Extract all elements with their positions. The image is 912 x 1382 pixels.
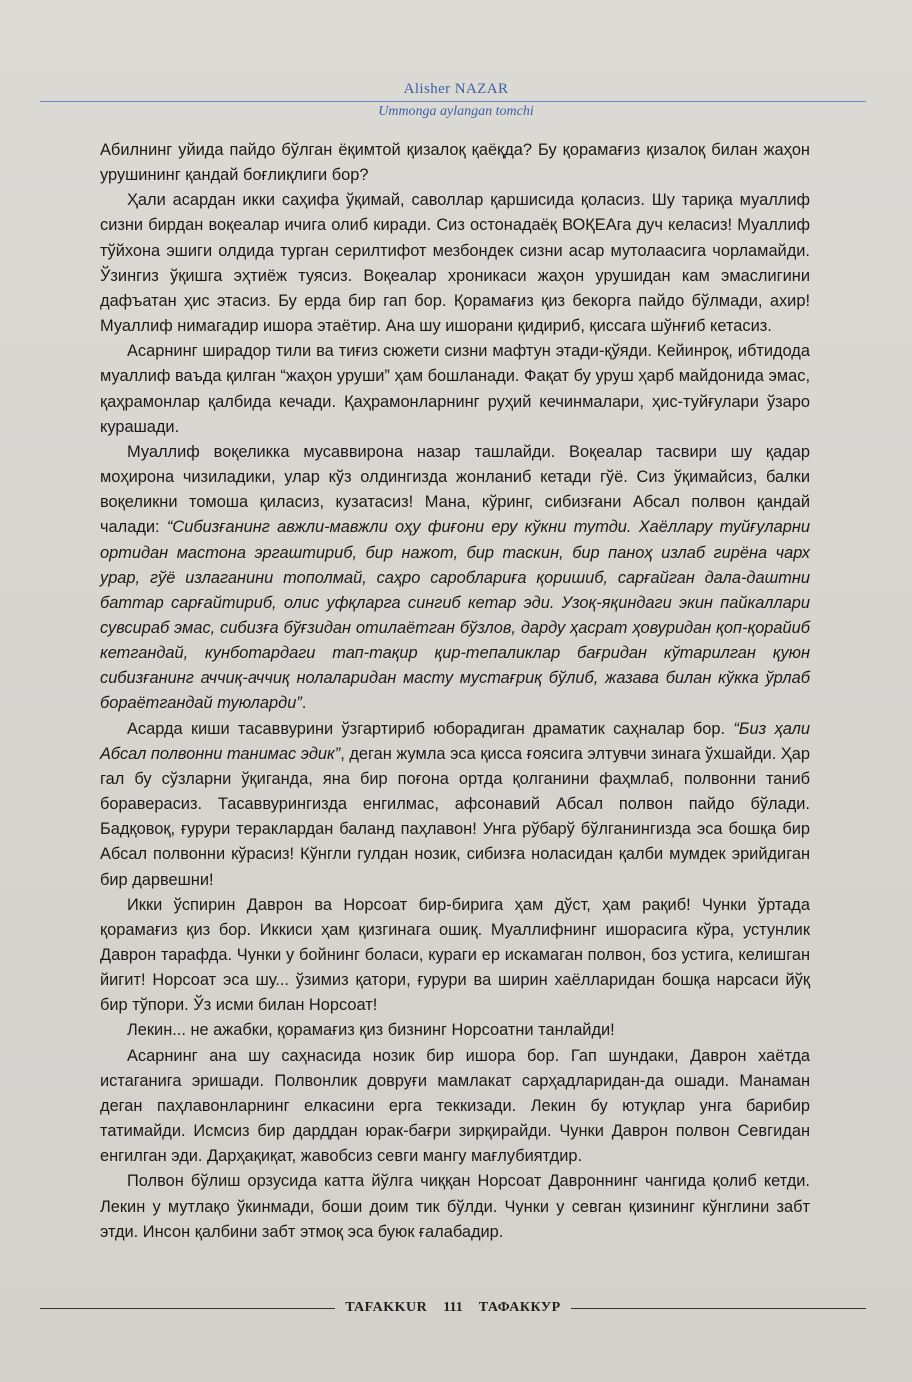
paragraph [100,717,810,893]
paragraph-text: Муаллиф воқеликка мусаввирона назар ташлайди. Воқеалар тасвири шу қадар моҳирона чизиладики, улар кўз олдингизда жонланиб кетади гўё. Сиз ўқимайсиз, балки воқеликни томоша қиласиз, кузатасиз! Мана, кўринг, сибизғани Абсал полвон қандай чалади: [100,442,810,537]
header-rule [40,101,866,102]
author-name: Alisher NAZAR [403,81,509,97]
paragraph [100,138,810,188]
paragraph-text: . [301,694,307,713]
page-number: 111 [443,1300,463,1315]
paragraph [100,1169,810,1244]
quoted-text: “Сибизғанинг авжли-мавжли оҳу фиғони еру кўкни тутди. Хаёллару туйғуларни ортидан мастона эргаштириб, бир нажот, бир таскин, бир паноҳ излаб гирёна чарх урар, гўё излаганини тополмай, саҳро сароблариға қоришиб, сарғайган дала-даштни баттар сарғайтириб, олис уфқларга сингиб кетар эди. Узоқ-яқиндаги экин пайкаллари сувсираб эмас, сибизға бўғзидан отилаётган бўзлов, дарду ҳасрат ҳовуридан қоп-қорайиб кетгандай, кунботардаги тап-тақир қир-тепаликлар бағридан кўтарилган қуюн сибизғанинг аччиқ-аччиқ нолаларидан масту мустағриқ бўлиб, жазава билан кўкка ўрлаб бораётгандай туюларди” [100,518,810,713]
paragraph-text: Асарнинг ана шу саҳнасида нозик бир ишора бор. Гап шундаки, Даврон хаётда истаганига эришади. Полвонлик довруғи мамлакат сарҳадларидан-да ошади. Манаман деган паҳлавонларнинг елкасини ерга теккизади. Лекин бу ютуқлар унга барибир татимайди. Исмсиз бир дарддан юрак-бағри зирқирайди. Чунки Даврон полвон Севгидан енгилган эди. Дарҳақиқат, жавобсиз севги мангу мағлубиятдир. [100,1046,810,1166]
paragraph [100,893,810,1019]
paragraph-text: Асарнинг ширадор тили ва тиғиз сюжети сизни мафтун этади-қўяди. Кейинроқ, ибтидода муаллиф ваъда қилган “жаҳон уруши” ҳам бошланади. Фақат бу уруш ҳарб майдонида эмас, қаҳрамонлар қалбида кечади. Қаҳрамонларнинг руҳий кечинмалари, ҳис-туйғулари ўзаро курашади. [100,342,810,436]
paragraph-text: Икки ўспирин Даврон ва Норсоат бир-бирига ҳам дўст, ҳам рақиб! Чунки ўртада қорамағиз қиз бор. Иккиси ҳам қизгинага ошиқ. Муаллифнинг ишорасига кўра, устунлик Даврон тарафда. Чунки у бойнинг боласи, кураги ер искамаган полвон, боз устига, келишган йигит! Норсоат эса шу... ўзимиз қатори, ғурури ва ширин хаёлларидан бошқа нарсаси йўқ бир тўпори. Ўз исми билан Норсоат! [100,895,810,1015]
paragraph-text: Асарда киши тасаввурини ўзгартириб юборадиган драматик саҳналар бор. [127,719,734,738]
running-head [0,80,912,120]
page-footer [40,1296,866,1320]
paragraph-text: Лекин... не ажабки, қорамағиз қиз бизнинг Норсоатни танлайди! [127,1021,615,1040]
paragraph [100,188,810,339]
paragraph [100,339,810,440]
paragraph-text: Полвон бўлиш орзусида катта йўлга чиққан Норсоат Давроннинг чангида қолиб кетди. Лекин у мутлақо ўкинмади, боши доим тик бўлди. Чунки у севган қизининг кўнглини забт этди. Инсон қалбини забт этмоқ эса буюк ғалабадир. [100,1172,810,1241]
paragraph-text: Ҳали асардан икки саҳифа ўқимай, саволлар қаршисида қоласиз. Шу тариқа муаллиф сизни бирдан воқеалар ичига олиб киради. Сиз остонадаёқ ВОҚЕАга дуч келасиз! Муаллиф тўйхона эшиги олдида турган серилтифот мезбондек сизни асар мутолаасига чорламайди. Ўзингиз ўқишга эҳтиёж туясиз. Воқеалар хроникаси жаҳон урушидан кам эмаслигини дафъатан ҳис этасиз. Бу ерда бир гап бор. Қорамағиз қиз бекорга пайдо бўлмади, ахир! Муаллиф нимагадир ишора этаётир. Ана шу ишорани қидириб, қиссага шўнғиб кетасиз. [100,191,810,336]
footer-label-latin: TAFAKKUR [345,1300,428,1315]
footer-rule-left [40,1308,335,1309]
quoted-text: “Биз ҳали Абсал полвонни танимас эдик” [100,719,810,763]
paragraph [100,1018,810,1043]
article-body [100,138,810,1245]
book-title: Ummonga aylangan tomchi [378,104,534,119]
footer-rule-right [571,1308,866,1309]
paragraph [100,1044,810,1170]
paragraph-text: Абилнинг уйида пайдо бўлган ёқимтой қизалоқ қаёқда? Бу қорамағиз қизалоқ билан жаҳон урушининг қандай боғлиқлиги бор? [100,141,810,185]
paragraph [100,440,810,717]
paragraph-text: , деган жумла эса қисса ғоясига элтувчи зинага ўхшайди. Ҳар гал бу сўзларни ўқиганда, яна бир поғона ортда қолганини фаҳмлаб, полвонни таниб бораверасиз. Тасаввурингизда енгилмас, афсонавий Абсал полвон пайдо бўлади. Бадқовоқ, ғурури тераклардан баланд паҳлавон! Унга рўбарў бўлганингизда эса бошқа бир Абсал полвонни кўрасиз! Кўнгли гулдан нозик, сибизға ноласидан қалби мумдек эрийдиган бир дарвешни! [100,744,810,889]
footer-label-cyrillic: ТАФАККУР [478,1300,561,1315]
